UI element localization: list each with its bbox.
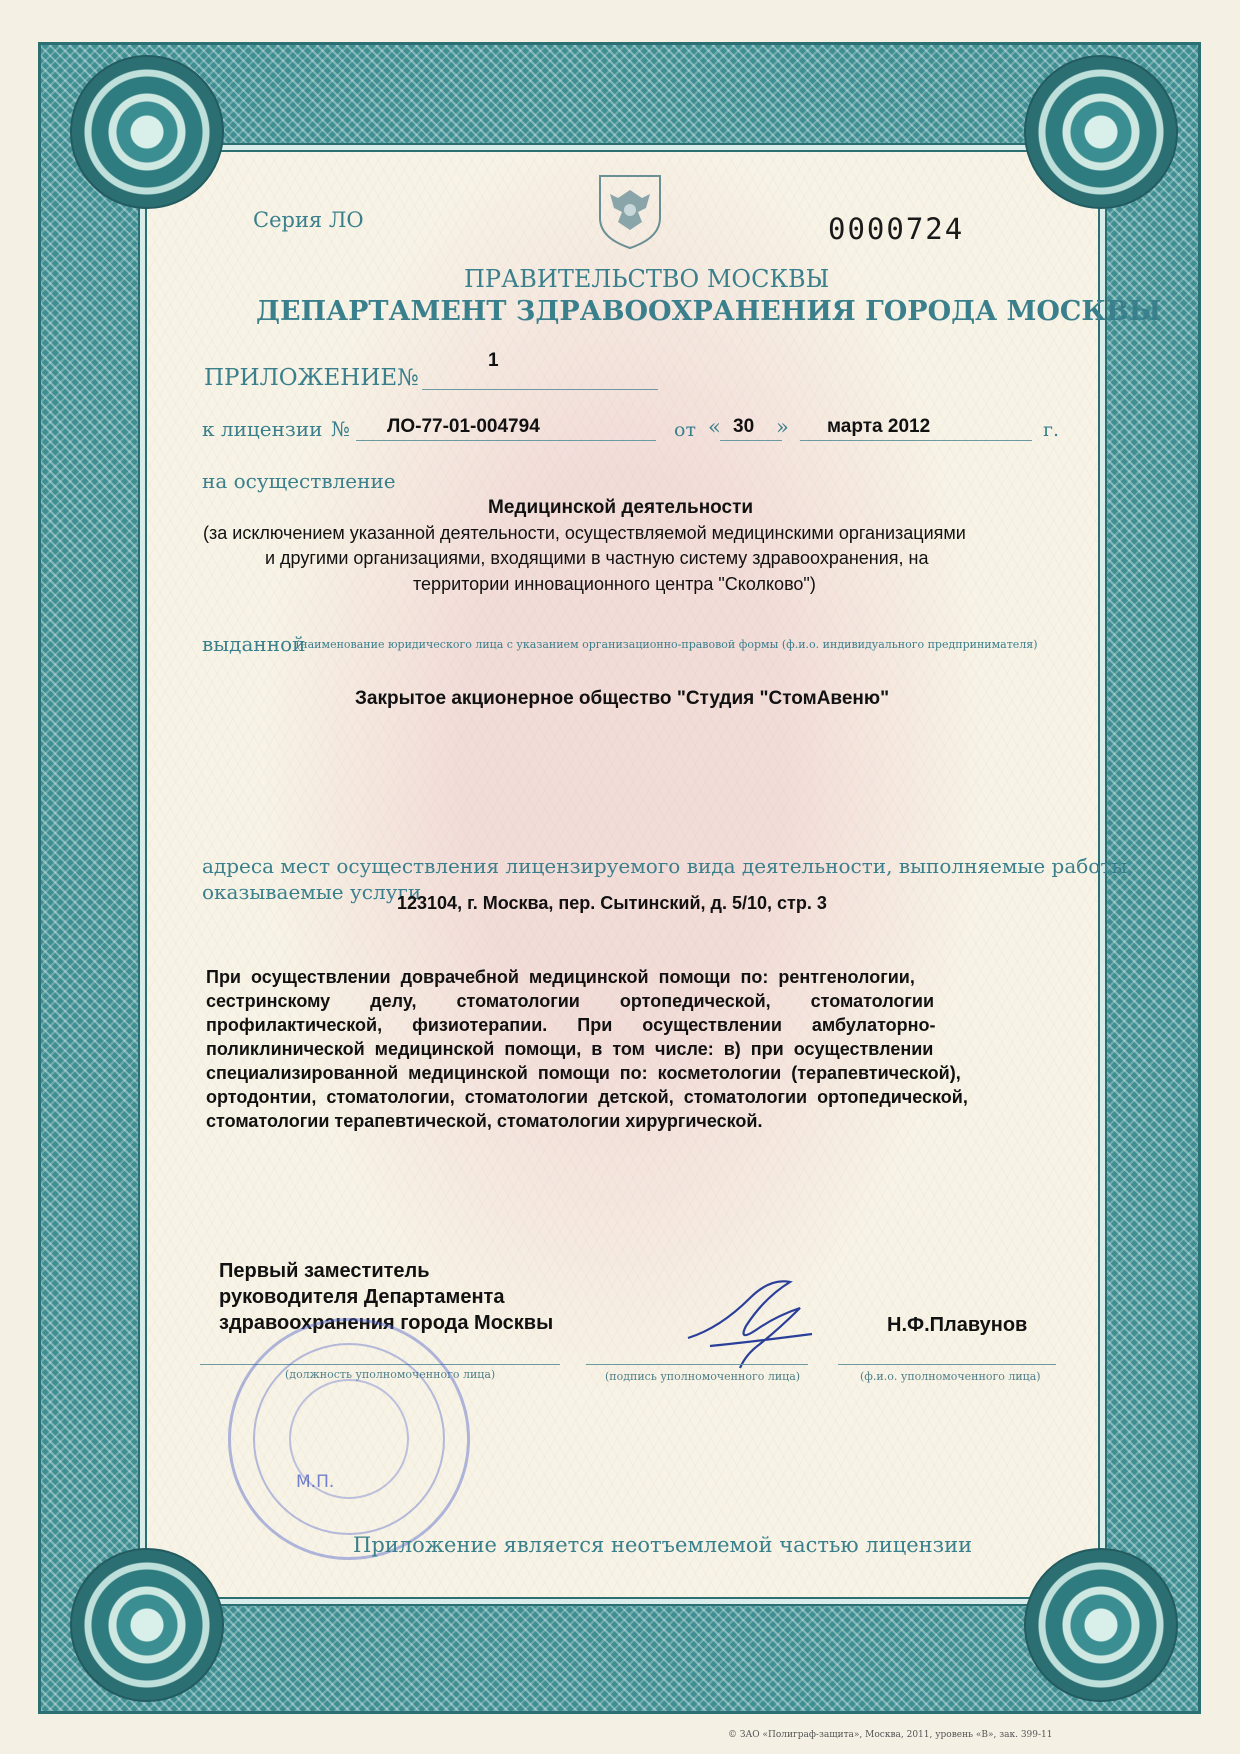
caption-signature: (подпись уполномоченного лица) (605, 1370, 801, 1383)
activity-line-3: территории инновационного центра "Сколково") (413, 574, 816, 594)
address-value: 123104, г. Москва, пер. Сытинский, д. 5/10, стр. 3 (397, 893, 827, 913)
corner-rosette-top-right (1024, 55, 1178, 209)
license-date-line (800, 440, 1032, 441)
license-year-suffix: г. (1043, 419, 1059, 441)
services-line: ортодонтии, стоматологии, стоматологии детской, стоматологии ортопедической, (206, 1087, 968, 1107)
signatory-name: Н.Ф.Плавунов (887, 1314, 1028, 1336)
license-day: 30 (733, 416, 755, 437)
stamp-mp-label: М.П. (296, 1472, 335, 1492)
license-month-year: марта 2012 (827, 416, 931, 437)
license-from-label: от (674, 419, 696, 441)
addresses-label-1: адреса мест осуществления лицензируемого вида деятельности, выполняемые работы, (202, 854, 1134, 878)
license-number-label: № (331, 417, 350, 441)
series-label: Серия ЛО (253, 208, 364, 232)
issued-hint: (наименование юридического лица с указанием организационно-правовой формы (ф.и.о. индивидуального предпринимателя) (296, 638, 1038, 651)
signature-line (586, 1364, 808, 1365)
license-quote-close: » (776, 415, 789, 439)
issued-organization: Закрытое акционерное общество "Студия "СтомАвеню" (355, 688, 890, 709)
name-line (838, 1364, 1056, 1365)
caption-name: (ф.и.о. уполномоченного лица) (860, 1370, 1041, 1383)
activity-line-2: и другими организациями, входящими в частную систему здравоохранения, на (265, 548, 929, 568)
printer-imprint: © ЗАО «Полиграф-защита», Москва, 2011, уровень «В», зак. 399-11 (728, 1730, 1053, 1740)
license-quote-open: « (708, 415, 721, 439)
activity-label: на осуществление (202, 469, 396, 493)
corner-rosette-bottom-left (70, 1548, 224, 1702)
signatory-position-3: здравоохранения города Москвы (219, 1312, 554, 1334)
official-seal-stamp (228, 1318, 470, 1560)
license-number-line (356, 440, 656, 441)
signatory-position-2: руководителя Департамента (219, 1286, 505, 1308)
caption-position: (должность уполномоченного лица) (285, 1368, 496, 1381)
appendix-number: 1 (488, 350, 499, 371)
appendix-number-label: № (397, 365, 419, 391)
form-number: 0000724 (828, 212, 965, 246)
coat-of-arms-icon (596, 172, 664, 250)
license-day-line (720, 440, 782, 441)
services-line: поликлинической медицинской помощи, в том числе: в) при осуществлении (206, 1039, 934, 1059)
license-number: ЛО-77-01-004794 (387, 416, 540, 437)
activity-title: Медицинской деятельности (488, 497, 754, 518)
signatory-position-1: Первый заместитель (219, 1260, 430, 1282)
services-line: При осуществлении доврачебной медицинской помощи по: рентгенологии, (206, 967, 915, 987)
issued-label: выданной (202, 632, 306, 656)
activity-line-1: (за исключением указанной деятельности, осуществляемой медицинскими организациями (203, 523, 966, 543)
footer-note: Приложение является неотъемлемой частью лицензии (353, 1533, 973, 1557)
corner-rosette-top-left (70, 55, 224, 209)
government-title: ПРАВИТЕЛЬСТВО МОСКВЫ (464, 265, 830, 293)
services-line: стоматологии терапевтической, стоматологии хирургической. (206, 1111, 763, 1131)
license-label: к лицензии (202, 417, 323, 441)
corner-rosette-bottom-right (1024, 1548, 1178, 1702)
department-title: ДЕПАРТАМЕНТ ЗДРАВООХРАНЕНИЯ ГОРОДА МОСКВЫ (256, 296, 1162, 327)
appendix-number-line (422, 389, 658, 390)
appendix-label: ПРИЛОЖЕНИЕ (204, 365, 398, 391)
services-line: профилактической, физиотерапии. При осуществлении амбулаторно- (206, 1015, 936, 1035)
services-line: специализированной медицинской помощи по: косметологии (терапевтической), (206, 1063, 961, 1083)
addresses-label-2: оказываемые услуги (202, 880, 422, 904)
services-line: сестринскому делу, стоматологии ортопедической, стоматологии (206, 991, 935, 1011)
